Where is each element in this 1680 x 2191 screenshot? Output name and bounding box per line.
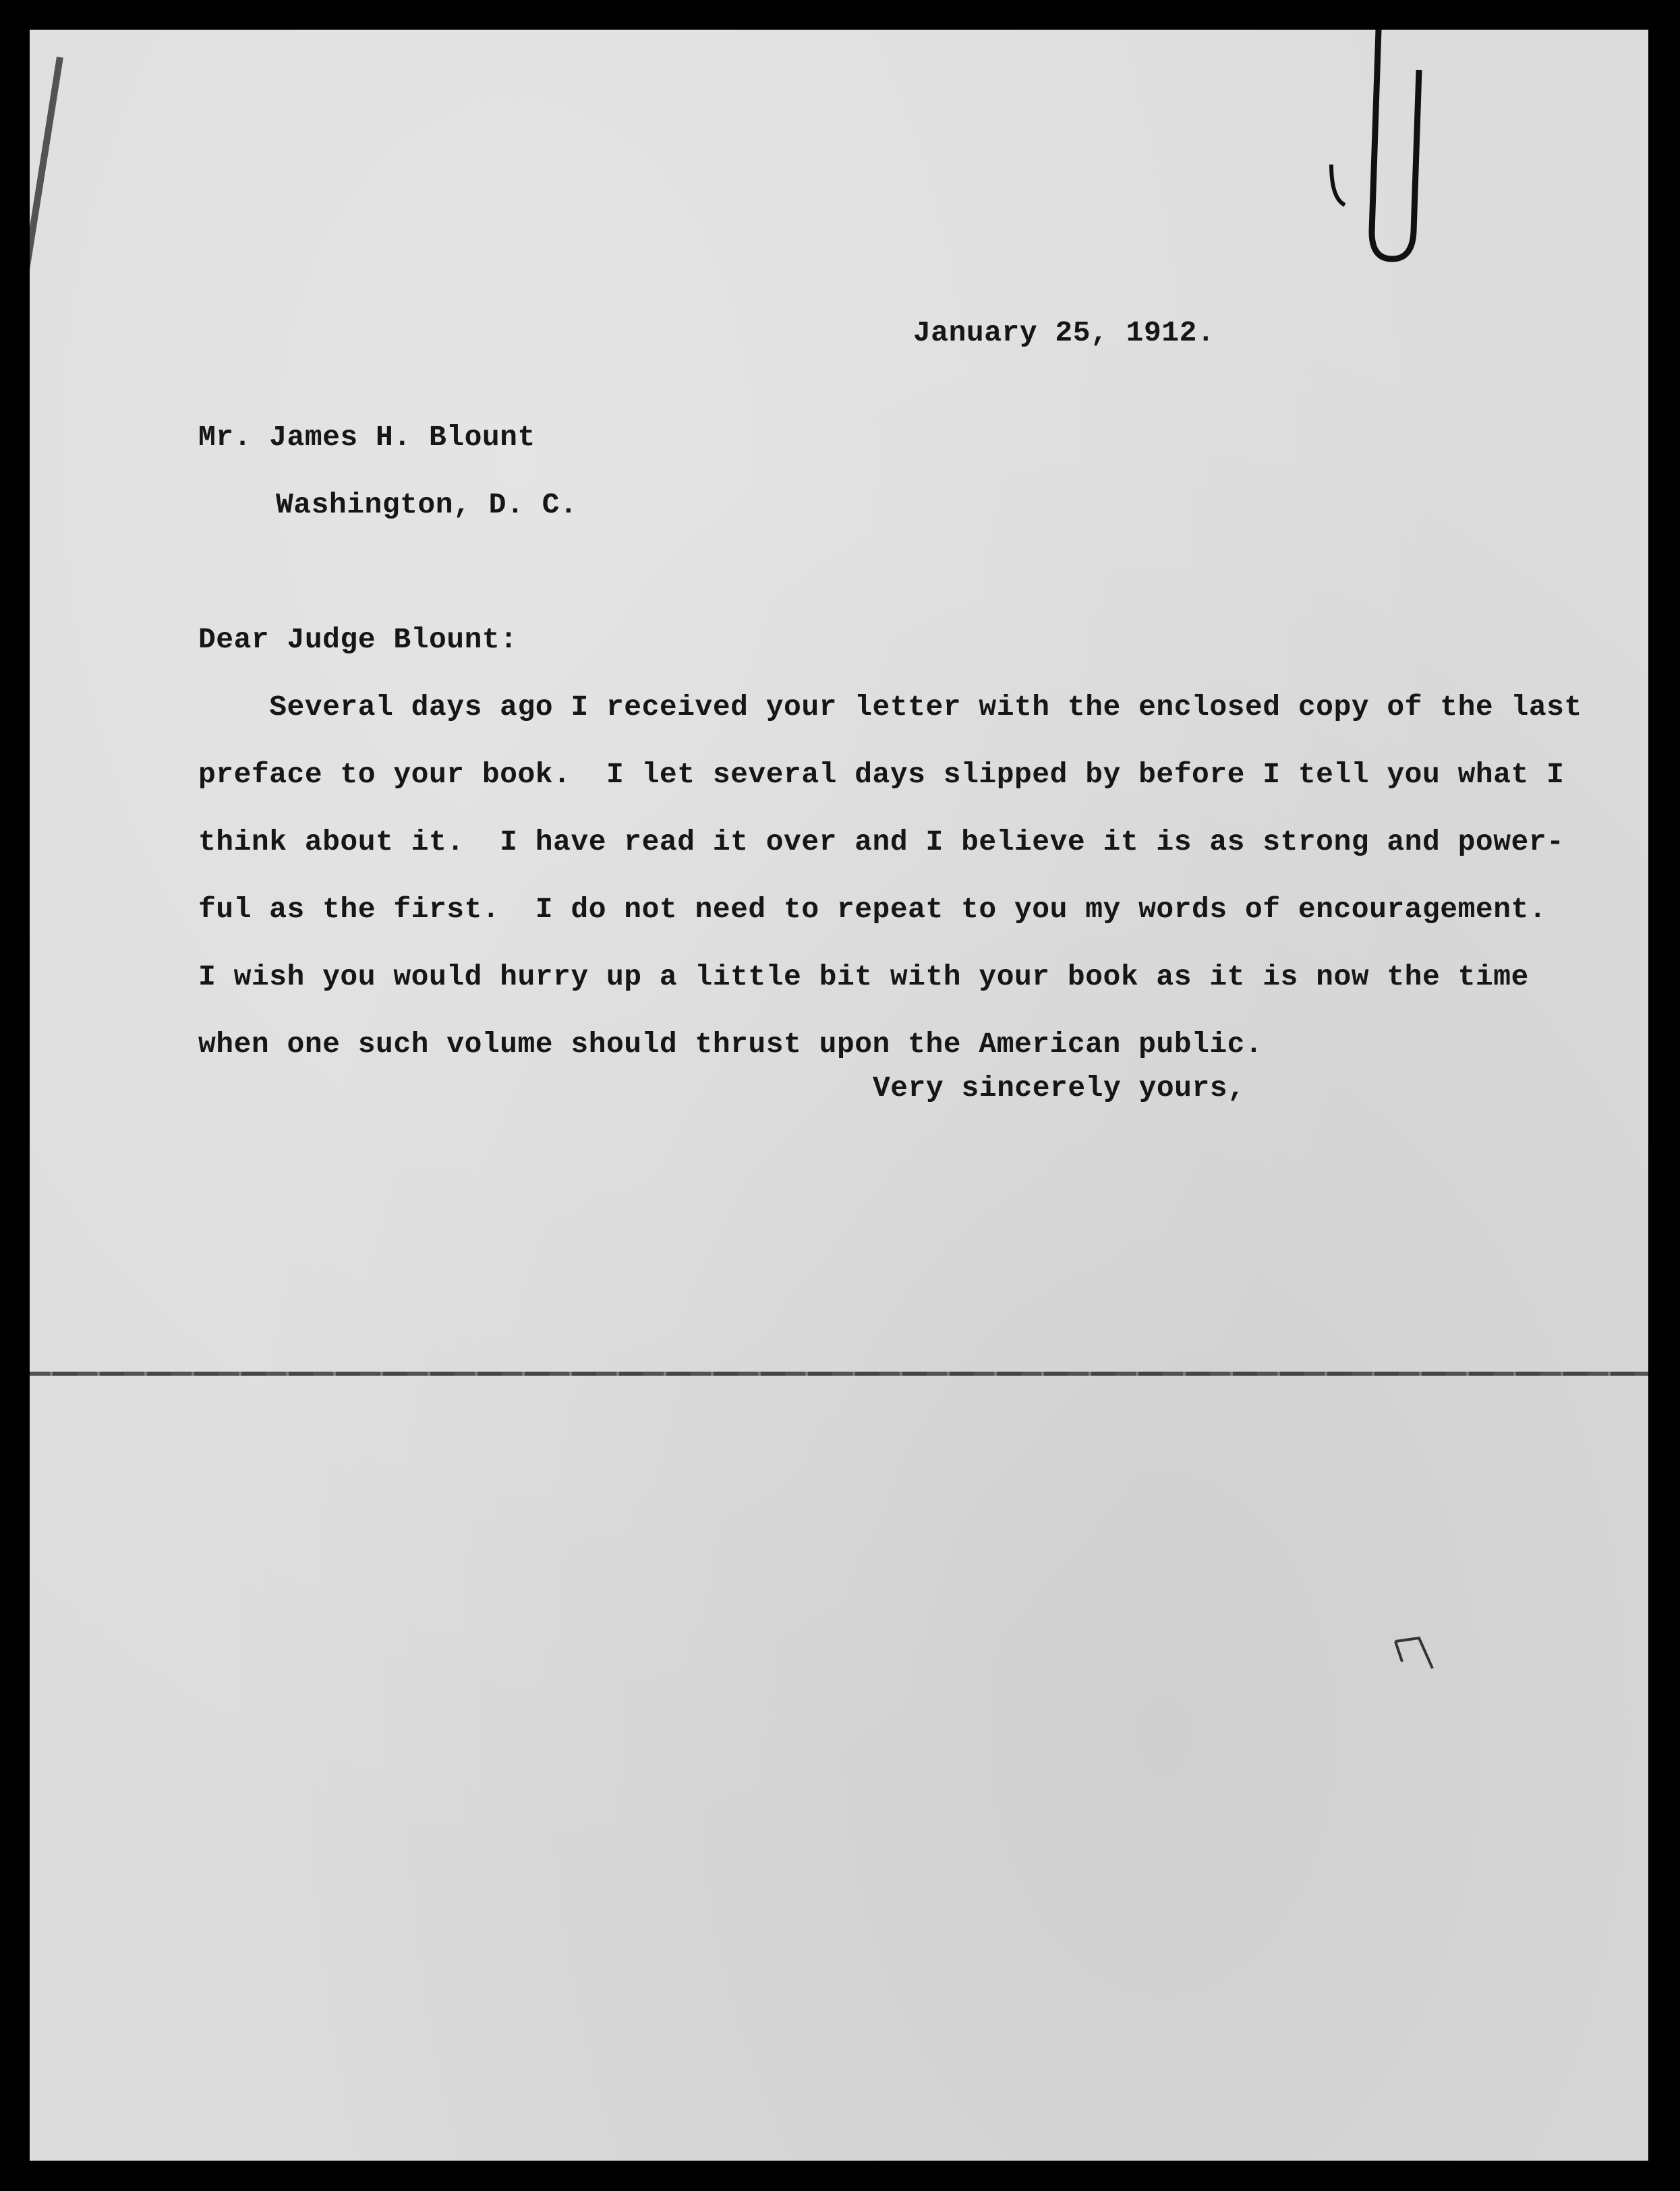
salutation: Dear Judge Blount: <box>198 623 518 656</box>
body-line: think about it. I have read it over and I believe it is as strong and power- <box>198 825 1565 858</box>
recipient-name: Mr. James H. Blount <box>198 421 535 454</box>
paper-clip-mark <box>1304 30 1439 272</box>
recipient-location: Washington, D. C. <box>276 488 578 521</box>
pencil-mark-icon <box>1392 1635 1439 1675</box>
fold-line <box>30 1372 1648 1376</box>
letter-page <box>30 30 1648 2161</box>
closing: Very sincerely yours, <box>873 1072 1246 1105</box>
body-line: Several days ago I received your letter with the enclosed copy of the last <box>198 691 1582 724</box>
letter-date: January 25, 1912. <box>913 316 1215 349</box>
torn-edge-mark <box>30 57 63 404</box>
body-line: when one such volume should thrust upon the American public. <box>198 1028 1263 1061</box>
body-line: preface to your book. I let several days slipped by before I tell you what I <box>198 758 1565 791</box>
body-line: I wish you would hurry up a little bit with your book as it is now the time <box>198 960 1529 993</box>
body-line: ful as the first. I do not need to repeat to you my words of encouragement. <box>198 893 1547 926</box>
